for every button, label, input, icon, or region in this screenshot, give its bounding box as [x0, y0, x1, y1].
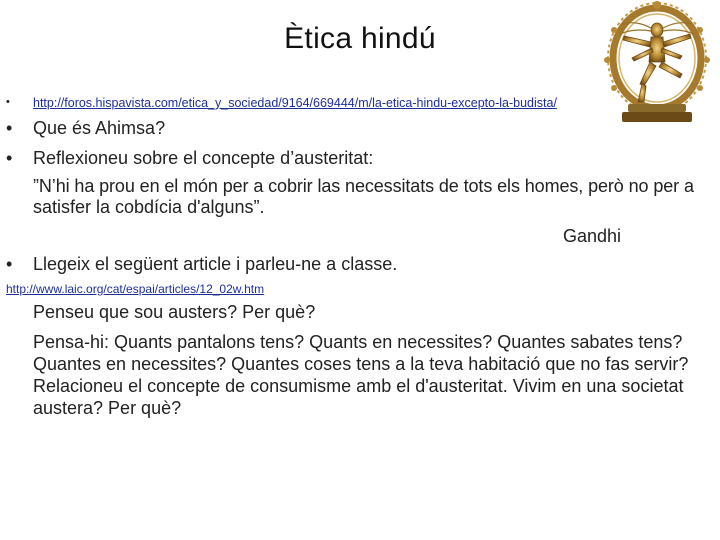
question-austeritat: Reflexioneu sobre el concepte d’austeritat:	[33, 148, 374, 168]
slide-title: Ètica hindú	[284, 22, 436, 55]
bullet-dot-icon: •	[6, 118, 13, 138]
reflection-line-1: Pensa-hi: Quants pantalons tens? Quants en necessites? Quantes sabates tens?	[33, 332, 683, 352]
laic-article-link[interactable]: http://www.laic.org/cat/espai/articles/12_02w.htm	[6, 282, 265, 296]
question-ahimsa: Que és Ahimsa?	[33, 118, 166, 138]
gandhi-quote-line-1: ”N’hi ha prou en el món per a cobrir las necessitats de tots els homes, però no per a	[33, 176, 694, 196]
quote-author: Gandhi	[563, 226, 622, 246]
question-austers: Penseu que sou austers? Per què?	[33, 302, 316, 322]
hispavista-link[interactable]: http://foros.hispavista.com/etica_y_sociedad/9164/669444/m/la-etica-hindu-excepto-la-budista/	[33, 96, 557, 110]
bullet-dot-icon: •	[6, 96, 10, 108]
gandhi-quote-line-2: satisfer la cobdícia d'alguns”.	[33, 197, 265, 217]
reflection-line-2: Quantes en necessites? Quantes coses tens a la teva habitació que no fas servir?	[33, 354, 689, 374]
instruction-article: Llegeix el següent article i parleu-ne a classe.	[33, 254, 398, 274]
reflection-line-3: Relacioneu el concepte de consumisme amb el d'austeritat. Vivim en una societat	[33, 376, 684, 396]
bullet-dot-icon: •	[6, 148, 13, 168]
reflection-line-4: austera? Per què?	[33, 398, 182, 418]
bullet-dot-icon: •	[6, 254, 13, 274]
nataraja-shiva-icon	[596, 0, 718, 130]
